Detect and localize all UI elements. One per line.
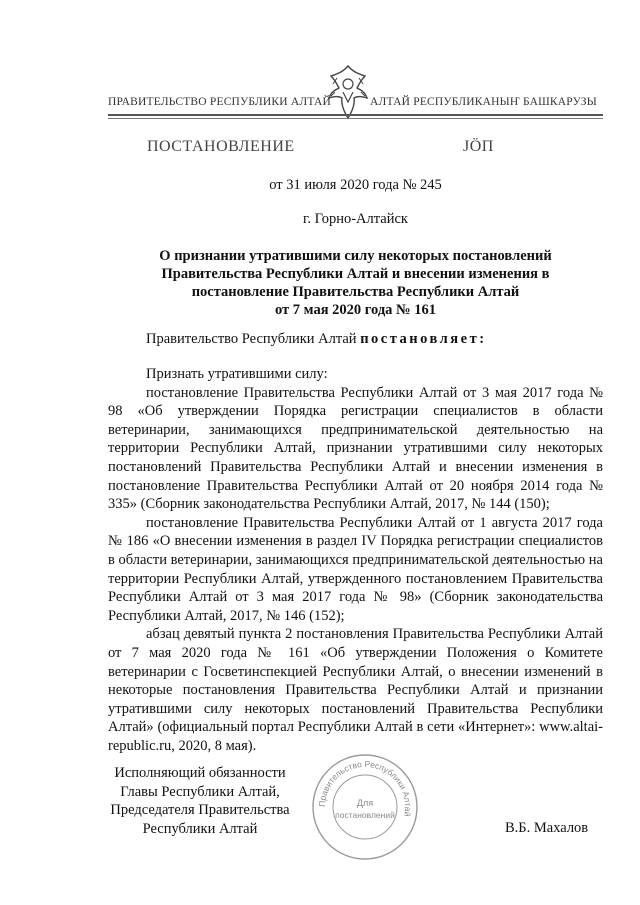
stamp-center-text: Для xyxy=(356,798,374,808)
title-line: О признании утратившими силу некоторых постановлений xyxy=(159,248,552,264)
document-title xyxy=(108,247,603,319)
signatory-name: В.Б. Махалов xyxy=(505,820,589,836)
date-number: от 31 июля 2020 года № 245 xyxy=(269,177,442,193)
title-line: постановление Правительства Республики Алтай xyxy=(191,284,520,300)
paragraph: постановление Правительства Республики Алтай от 3 мая 2017 года № 98 «Об утверждении Порядка регистрации специалистов в области ветеринарии, занимающихся предпринимательской деятельностью на территории Республики Алтай, признании утратившими силу некоторых постановлений Правительства Республики Алтай и внесении изменения в постановление Правительства Республики Алтай от 20 ноября 2014 года № 335» (Сборник законодательства Республики Алтай, 2017, № 144 (150); xyxy=(108,384,603,513)
gov-prefix: Правительство Республики Алтай xyxy=(146,331,361,347)
coat-of-arms-eagle-icon xyxy=(323,62,373,122)
stamp-ring-text: Правительство Республики Алтай xyxy=(316,758,414,818)
header-rule-thick xyxy=(108,114,603,116)
role-line: Главы Республики Алтай, xyxy=(120,783,280,800)
paragraph: Признать утратившими силу: xyxy=(146,366,328,382)
city: г. Горно-Алтайск xyxy=(303,211,408,227)
stamp-center-text: постановлений xyxy=(335,810,395,820)
role-line: Председателя Правительства xyxy=(110,802,290,819)
body-paragraphs xyxy=(108,365,603,755)
signatory-role xyxy=(100,764,300,838)
org-name-russian: ПРАВИТЕЛЬСТВО РЕСПУБЛИКИ АЛТАЙ xyxy=(108,96,332,108)
decree-word: постановляет: xyxy=(360,331,487,347)
official-stamp xyxy=(310,752,420,862)
paragraph: абзац девятый пункта 2 постановления Правительства Республики Алтай от 7 мая 2020 года № 161 «Об утверждении Положения о Комитете ветеринарии с Госветинспекцией Республики Алтай, о внесении изменений в некоторые постановления Правительства Республики Алтай и признании утратившими силу некоторых постановлений Правительства Республики Алтай» (официальный портал Республики Алтай в сети «Интернет»: www.altai-republic.ru, 2020, 8 мая). xyxy=(108,626,603,754)
header-rule-thin xyxy=(108,118,603,119)
doc-type-russian: ПОСТАНОВЛЕНИЕ xyxy=(147,138,295,155)
doc-type-altai: ЈӦП xyxy=(463,138,494,155)
role-line: Исполняющий обязанности xyxy=(114,765,286,781)
title-line: от 7 мая 2020 года № 161 xyxy=(274,302,436,318)
paragraph: постановление Правительства Республики Алтай от 1 августа 2017 года № 186 «О внесении изменения в раздел IV Порядка регистрации специалистов в области ветеринарии, занимающихся предпринимательской деятельностью на территории Республики Алтай, утвержденного постановлением Правительства Республики Алтай от 3 мая 2017 года № 98» (Сборник законодательства Республики Алтай, 2017, № 146 (152); xyxy=(108,514,603,624)
org-name-altai: АЛТАЙ РЕСПУБЛИКАНЫҤ БАШКАРУЗЫ xyxy=(370,96,597,108)
role-line: Республики Алтай xyxy=(142,820,258,837)
title-line: Правительства Республики Алтай и внесении изменения в xyxy=(161,266,550,282)
government-decrees xyxy=(108,330,603,349)
